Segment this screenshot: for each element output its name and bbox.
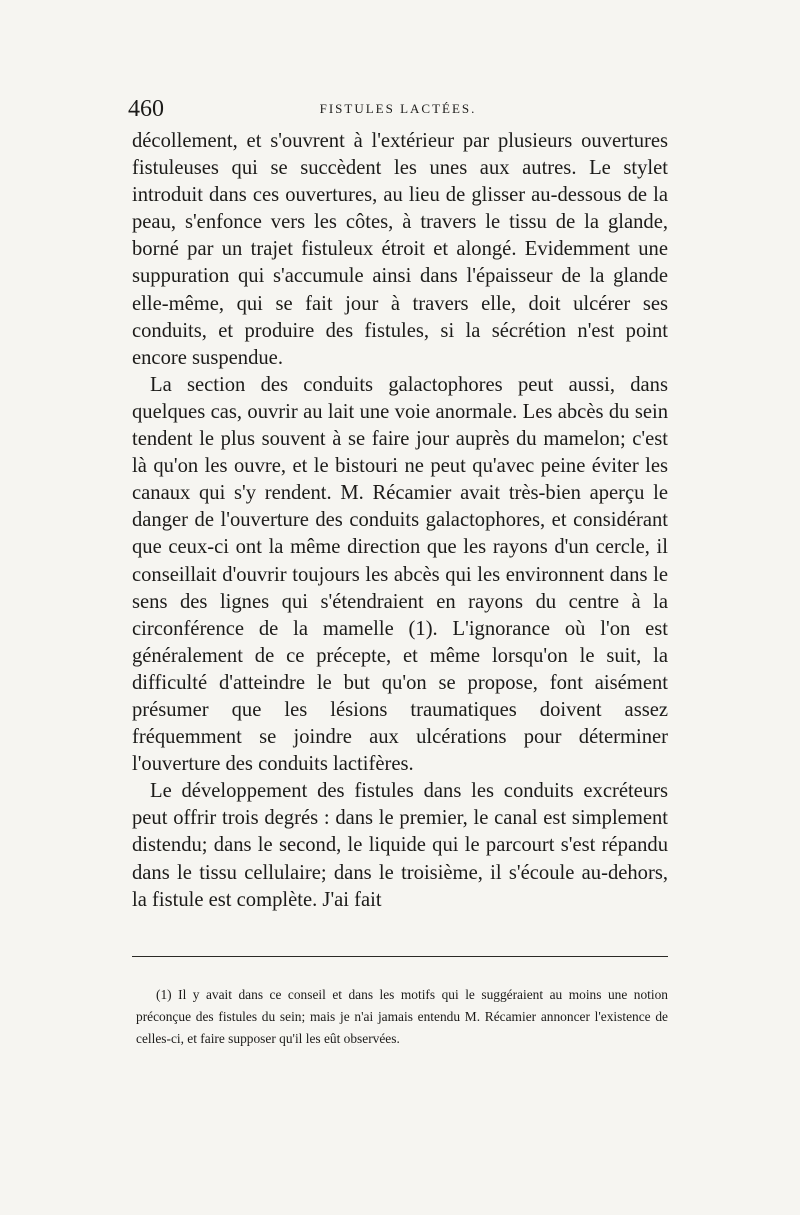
paragraph-continued: décollement, et s'ouvrent à l'extérieur par plusieurs ouvertures fistuleuses qui se succèdent les unes aux autres. Le stylet introduit dans ces ouvertures, au lieu de glisser au-dessous de la peau, s'enfonce vers les côtes, à travers le tissu de la glande, borné par un trajet fistuleux étroit et alongé. Evidemment une suppuration qui s'accumule ainsi dans l'épaisseur de la glande elle-même, qui se fait jour à travers elle, doit ulcérer ses conduits, et produire des fistules, si la sécrétion n'est point encore suspendue. — [132, 130, 668, 369]
paragraph: La section des conduits galactophores peut aussi, dans quelques cas, ouvrir au lait une voie anormale. Les abcès du sein tendent le plus souvent à se faire jour auprès du mamelon; c'est là qu'on les ouvre, et le bistouri ne peut qu'avec peine éviter les canaux qui s'y rendent. M. Récamier avait très-bien aperçu le danger de l'ouverture des conduits galactophores, et considérant que ceux-ci ont la même direction que les rayons d'un cercle, il conseillait d'ouvrir toujours les abcès qui les environnent dans le sens des lignes qui s'étendraient en rayons du centre à la circonférence de la mamelle (1). L'ignorance où l'on est généralement de ce précepte, et même lorsqu'on le suit, la difficulté d'atteindre le but qu'on se propose, font aisément présumer que les lésions traumatiques doivent assez fréquemment se joindre aux ulcérations pour déterminer l'ouverture des conduits lactifères. — [132, 373, 668, 776]
page-number: 460 — [128, 96, 164, 122]
body-text — [132, 128, 668, 914]
page-header — [128, 94, 668, 124]
footnote-separator — [132, 956, 668, 957]
footnote — [136, 984, 668, 1050]
paragraph: Le développement des fistules dans les conduits excréteurs peut offrir trois degrés : dans le premier, le canal est simplement distendu; dans le second, le liquide qui le parcourt s'est répandu dans le tissu cellulaire; dans le troisième, il s'écoule au-dehors, la fistule est complète. J'ai fait — [132, 780, 668, 911]
running-title: FISTULES LACTÉES. — [319, 101, 477, 116]
footnote-text: (1) Il y avait dans ce conseil et dans les motifs qui le suggéraient au moins une notion préconçue des fistules du sein; mais je n'ai jamais entendu M. Récamier annoncer l'existence de celles-ci, et faire supposer qu'il les eût observées. — [136, 987, 668, 1046]
